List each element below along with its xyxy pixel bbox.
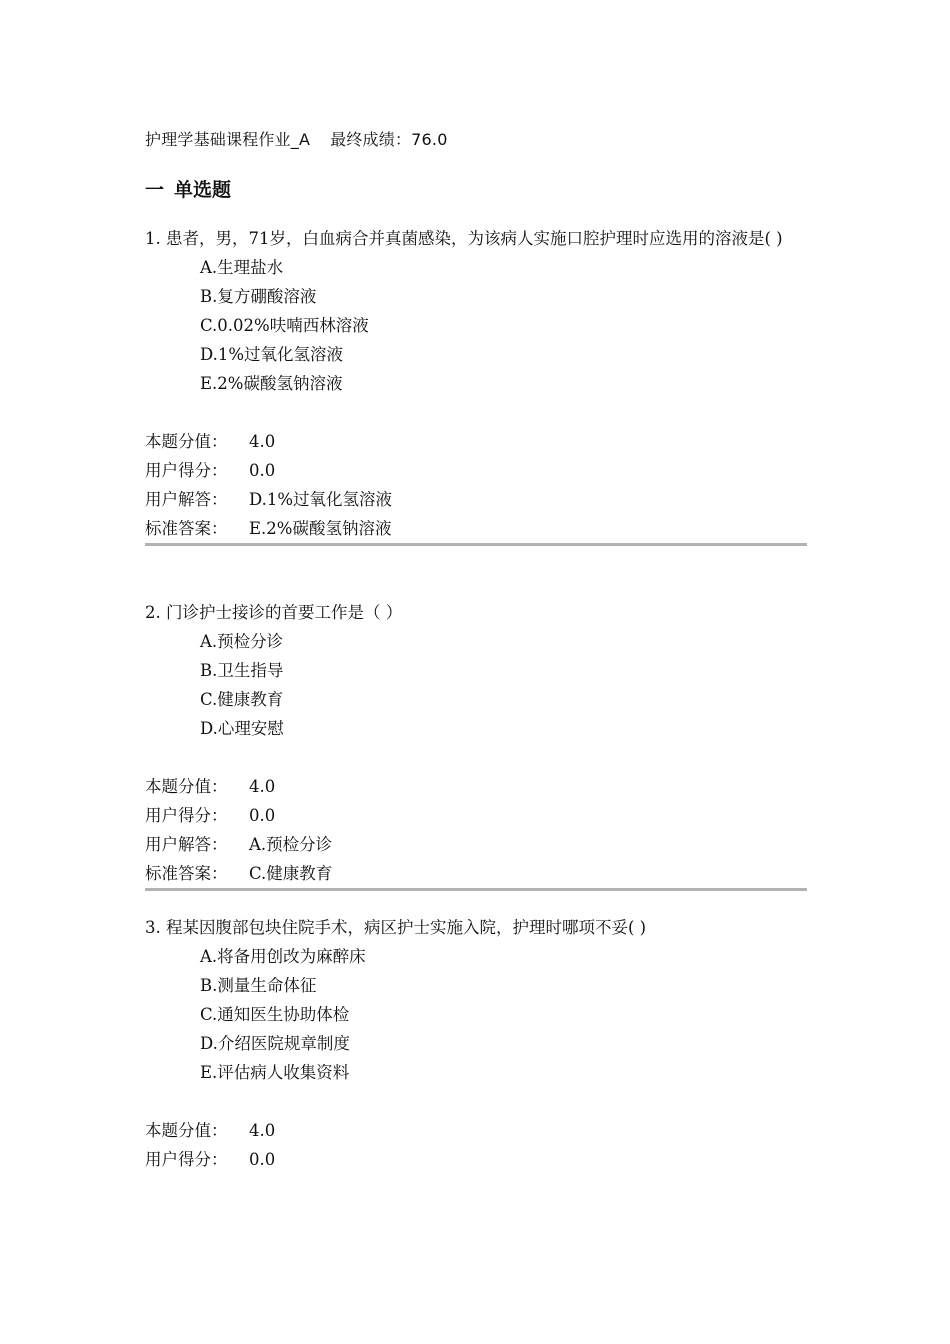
score-value: 4.0 [249,432,276,451]
option-d: D.1%过氧化氢溶液 [200,345,344,364]
user-answer-row [145,485,807,514]
option-a: A.预检分诊 [200,632,284,651]
user-score-label: 用户得分： [145,1150,228,1169]
option-b: B.测量生命体征 [200,976,317,995]
user-score: 0.0 [249,806,276,825]
score-value-row [145,427,807,456]
score-value-label: 本题分值： [145,1121,228,1140]
user-score-row [145,801,807,830]
score-value: 4.0 [249,1121,276,1140]
option-b: B.复方硼酸溶液 [200,287,317,306]
option-e: E.2%碳酸氢钠溶液 [200,374,343,393]
standard-answer-row [145,514,807,543]
section-title: 单选题 [174,179,232,201]
option-d: D.心理安慰 [200,719,284,738]
score-value: 4.0 [249,777,276,796]
standard-answer-label: 标准答案： [145,864,228,883]
result-block [145,427,807,543]
result-block [145,772,807,888]
final-score: 最终成绩：76.0 [330,130,448,149]
user-score: 0.0 [249,461,276,480]
question-2 [145,598,807,891]
question-text: 1. 患者，男，71岁，白血病合并真菌感染，为该病人实施口腔护理时应选用的溶液是( ) [145,229,783,248]
standard-answer-row [145,859,807,888]
options-list [200,253,807,398]
course-title: 护理学基础课程作业_A [145,130,311,149]
options-list [200,942,807,1087]
standard-answer: C.健康教育 [249,864,333,883]
standard-answer-label: 标准答案： [145,519,228,538]
option-c: C.通知医生协助体检 [200,1005,350,1024]
option-a: A.生理盐水 [200,258,284,277]
options-list [200,627,807,743]
section-number: 一 [145,179,165,201]
score-value-label: 本题分值： [145,432,228,451]
user-answer: D.1%过氧化氢溶液 [249,490,393,509]
user-score-label: 用户得分： [145,806,228,825]
user-score-row [145,1145,807,1174]
user-score: 0.0 [249,1150,276,1169]
option-b: B.卫生指导 [200,661,284,680]
option-a: A.将备用创改为麻醉床 [200,947,366,966]
divider [145,888,807,891]
standard-answer: E.2%碳酸氢钠溶液 [249,519,392,538]
user-answer: A.预检分诊 [249,835,333,854]
option-c: C.健康教育 [200,690,284,709]
question-text: 2. 门诊护士接诊的首要工作是（ ） [145,603,403,622]
result-block [145,1116,807,1174]
section-heading [145,175,231,202]
option-d: D.介绍医院规章制度 [200,1034,350,1053]
question-3 [145,913,807,1174]
divider [145,543,807,546]
option-c: C.0.02%呋喃西林溶液 [200,316,369,335]
user-score-label: 用户得分： [145,461,228,480]
question-text: 3. 程某因腹部包块住院手术，病区护士实施入院，护理时哪项不妥( ) [145,918,647,937]
option-e: E.评估病人收集资料 [200,1063,350,1082]
user-answer-label: 用户解答： [145,490,228,509]
question-1 [145,224,807,546]
score-value-label: 本题分值： [145,777,228,796]
score-value-row [145,1116,807,1145]
document-title [145,127,448,150]
user-score-row [145,456,807,485]
score-value-row [145,772,807,801]
user-answer-row [145,830,807,859]
user-answer-label: 用户解答： [145,835,228,854]
